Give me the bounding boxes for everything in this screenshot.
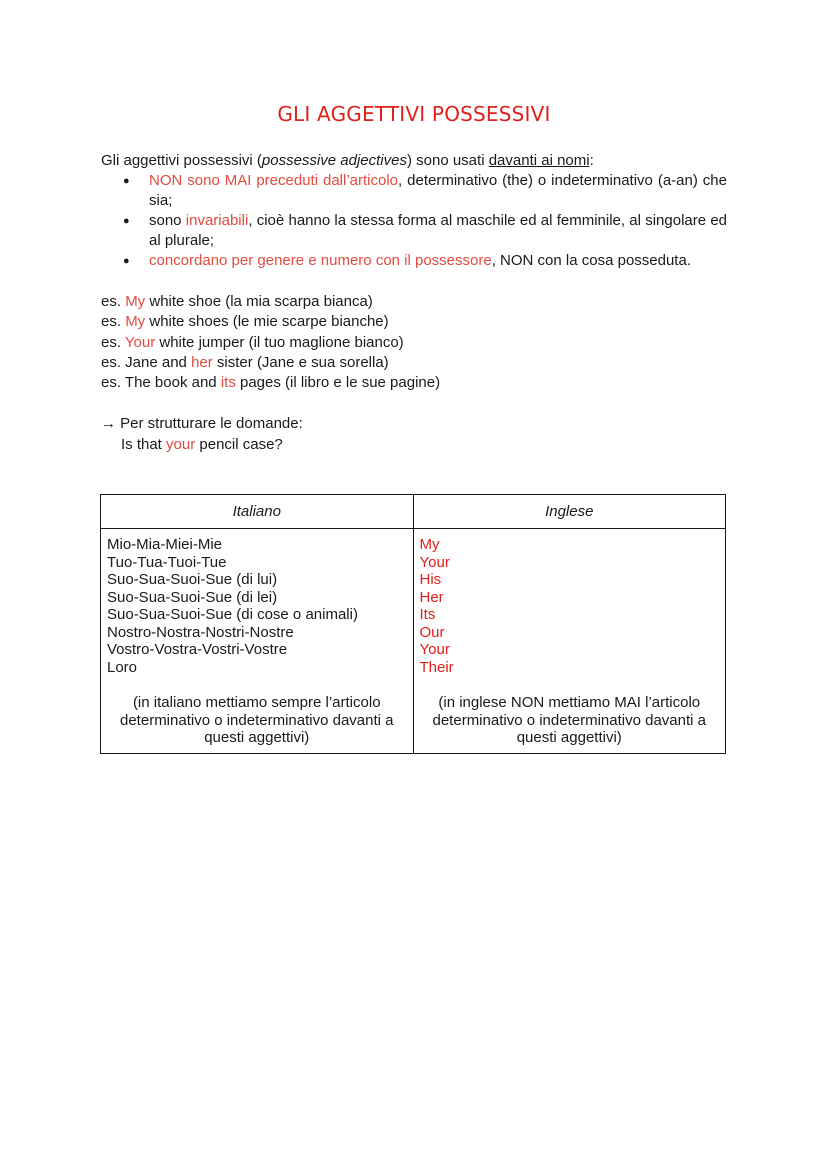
example-pre: es. Jane and: [101, 353, 192, 371]
italiano-note: (in italiano mettiamo sempre l’articolo determinativo o indeterminativo davanti a questi aggettivi): [120, 694, 394, 746]
example-highlight: Your: [124, 333, 156, 351]
column-header-italiano: Italiano: [101, 495, 414, 529]
italiano-cell: [101, 529, 414, 754]
example-line: [101, 353, 727, 373]
intro-paragraph: [101, 151, 727, 171]
inglese-form: Your: [419, 553, 450, 571]
italiano-form: Suo-Sua-Suoi-Sue (di lui): [107, 571, 278, 588]
rule-highlight: invariabili: [185, 212, 249, 229]
intro-underlined: davanti ai nomi: [488, 152, 590, 169]
question-highlight: your: [166, 435, 196, 453]
question-post: pencil case?: [195, 435, 283, 453]
example-pre: es. The book and: [101, 374, 221, 392]
italiano-form: Loro: [107, 658, 138, 676]
intro-middle: ) sono usati: [406, 152, 489, 169]
example-highlight: its: [220, 374, 236, 392]
rule-item: [101, 171, 727, 211]
example-post: pages (il libro e le sue pagine): [235, 374, 441, 392]
example-line: [101, 312, 727, 332]
possessives-table: [100, 494, 726, 754]
rule-text: , cioè hanno la stessa forma al maschile ed al femminile, al singolare ed al plurale;: [149, 212, 727, 249]
inglese-form: Your: [419, 641, 450, 658]
italiano-form: Nostro-Nostra-Nostri-Nostre: [107, 623, 294, 641]
italiano-form: Vostro-Vostra-Vostri-Vostre: [107, 641, 288, 658]
inglese-form: Her: [419, 588, 444, 606]
rule-text: , NON con la cosa posseduta.: [491, 252, 691, 269]
inglese-forms: [420, 536, 720, 676]
example-line: [101, 292, 727, 312]
question-heading: → Per strutturare le domande:: [101, 415, 303, 432]
example-highlight: her: [191, 353, 213, 371]
example-pre: es.: [101, 293, 126, 310]
question-example: [101, 435, 303, 456]
intro-suffix: :: [589, 152, 594, 169]
rule-highlight: NON sono MAI preceduti dall’articolo: [149, 172, 399, 189]
inglese-form: Their: [419, 658, 454, 676]
rule-text: sono: [149, 212, 186, 229]
example-highlight: My: [125, 293, 146, 310]
inglese-form: Its: [419, 606, 436, 623]
example-line: [101, 373, 727, 393]
inglese-form: My: [419, 536, 440, 553]
example-pre: es.: [101, 313, 126, 331]
examples-list: [101, 292, 727, 393]
inglese-form: His: [419, 571, 442, 588]
example-highlight: My: [125, 313, 146, 331]
inglese-cell: [413, 529, 726, 754]
rule-highlight: concordano per genere e numero con il possessore: [149, 252, 492, 269]
example-post: white jumper (il tuo maglione bianco): [155, 333, 404, 351]
question-pre: Is that: [121, 435, 167, 453]
example-post: sister (Jane e sua sorella): [212, 353, 389, 371]
italiano-form: Mio-Mia-Miei-Mie: [107, 536, 222, 553]
example-post: white shoe (la mia scarpa bianca): [145, 293, 373, 310]
example-pre: es.: [101, 333, 125, 351]
example-line: [101, 333, 727, 353]
rule-item: [101, 251, 727, 271]
italiano-forms: [107, 536, 407, 676]
rule-text: , determinativo (the) o indeterminativo (a-an) che sia;: [149, 172, 727, 209]
italiano-form: Suo-Sua-Suoi-Sue (di cose o animali): [107, 606, 358, 623]
intro-prefix: Gli aggettivi possessivi (: [101, 152, 262, 169]
inglese-form: Our: [419, 623, 445, 641]
italiano-form: Tuo-Tua-Tuoi-Tue: [107, 553, 227, 571]
intro-emphasis: possessive adjectives: [261, 152, 407, 169]
example-post: white shoes (le mie scarpe bianche): [145, 313, 389, 331]
rules-list: [101, 171, 727, 271]
inglese-note: (in inglese NON mettiamo MAI l’articolo determinativo o indeterminativo davanti a questi aggettivi): [432, 694, 706, 746]
italiano-form: Suo-Sua-Suoi-Sue (di lei): [107, 588, 278, 606]
rule-item: [101, 211, 727, 251]
column-header-inglese: Inglese: [413, 495, 726, 529]
page-title: GLI AGGETTIVI POSSESSIVI: [277, 102, 551, 126]
question-section: [101, 414, 303, 455]
